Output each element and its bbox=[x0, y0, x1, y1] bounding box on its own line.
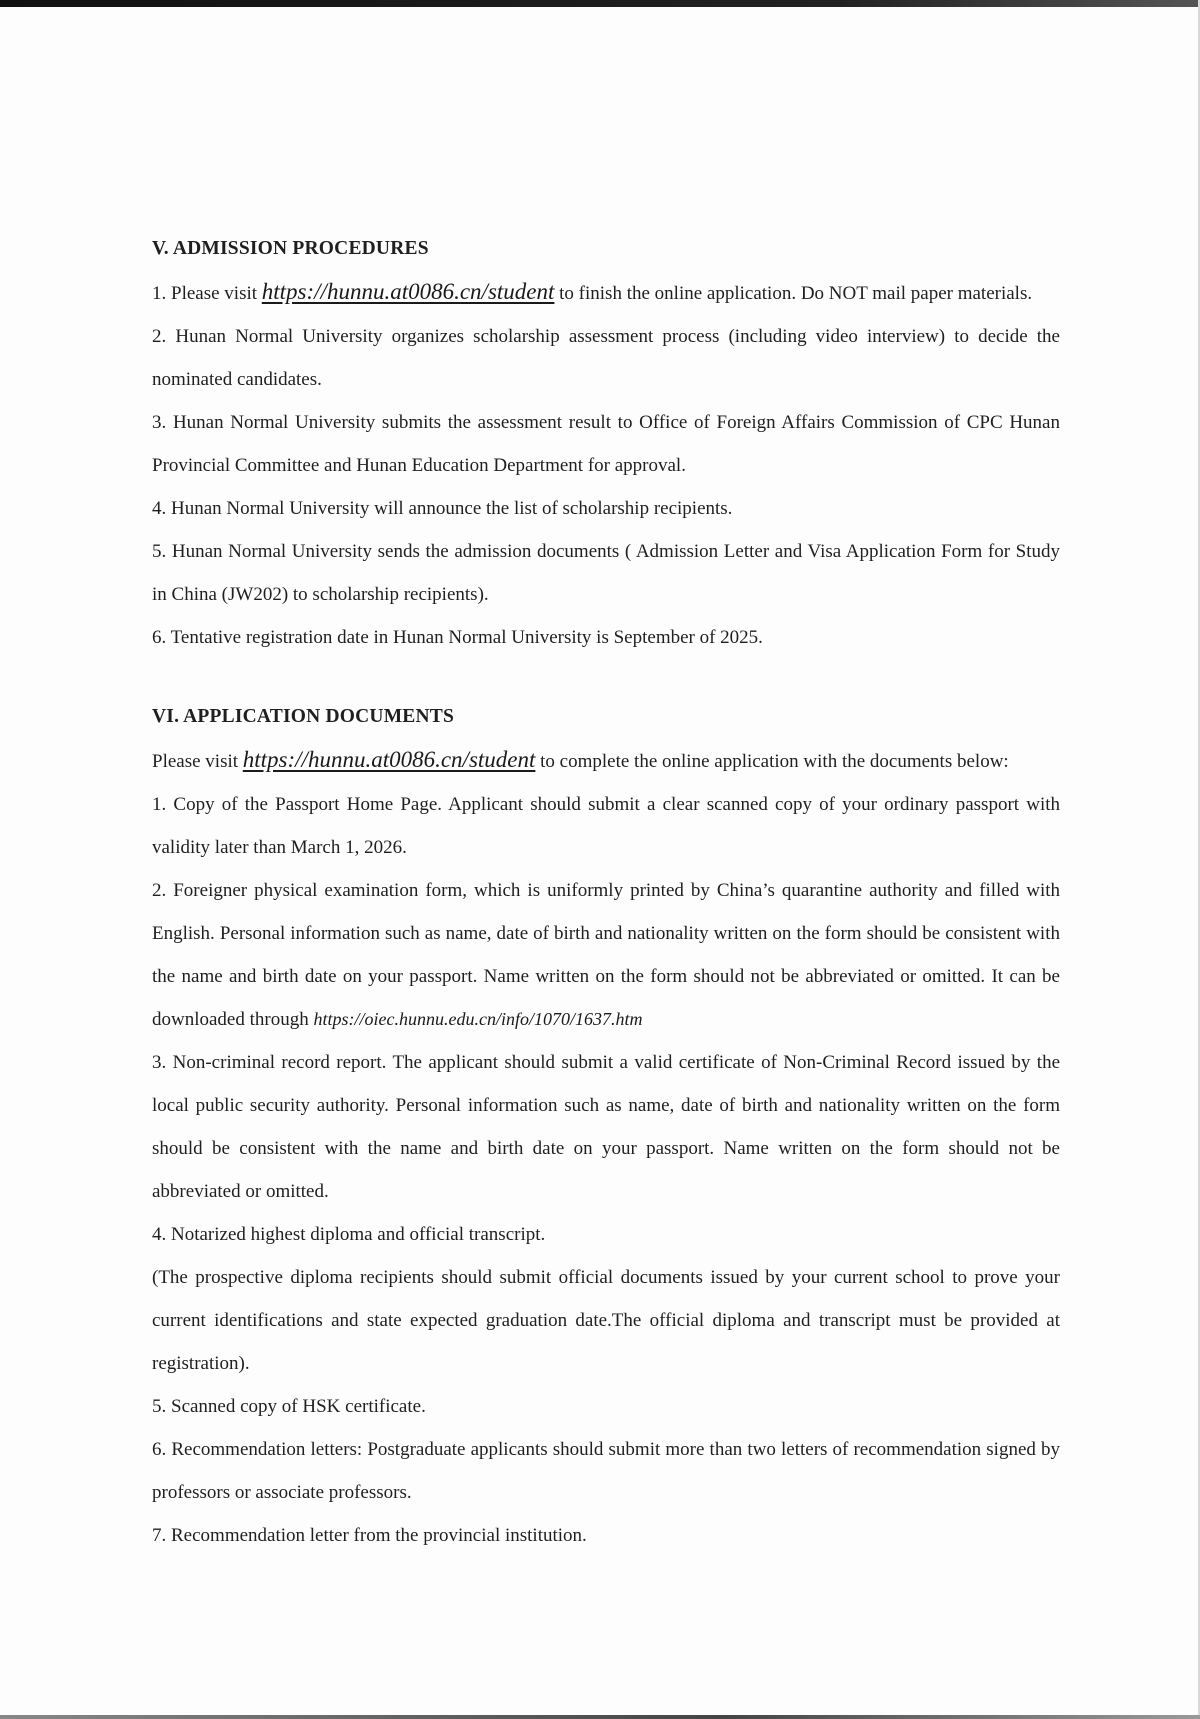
list-item-note: (The prospective diploma recipients should submit official documents issued by your current school to prove your current identifications and state expected graduation date.The official diploma and transcript must be provided at registration). bbox=[152, 1267, 1060, 1374]
list-item: 1. Copy of the Passport Home Page. Applicant should submit a clear scanned copy of your ordinary passport with validity later than March 1, 2026. bbox=[152, 794, 1060, 858]
list-item: 4. Hunan Normal University will announce the list of scholarship recipients. bbox=[152, 498, 733, 519]
list-item bbox=[152, 270, 1060, 315]
list-item: 6. Tentative registration date in Hunan Normal University is September of 2025. bbox=[152, 627, 763, 648]
intro-paragraph bbox=[152, 738, 1060, 783]
document-page bbox=[152, 227, 1060, 1557]
list-item: 5. Scanned copy of HSK certificate. bbox=[152, 1396, 426, 1417]
list-item: 3. Non-criminal record report. The applicant should submit a valid certificate of Non-Criminal Record issued by the local public security authority. Personal information such as name, date of birth and nationality written on the form should be consistent with the name and birth date on your passport. Name written on the form should not be abbreviated or omitted. bbox=[152, 1052, 1060, 1202]
application-link[interactable]: https://hunnu.at0086.cn/student bbox=[261, 279, 555, 304]
item-text: Please visit bbox=[152, 751, 243, 772]
item-text: 2. Foreigner physical examination form, which is uniformly printed by China’s quarantine authority and filled with English. Personal information such as name, date of birth and nationality written on the form should be consistent with the name and birth date on your passport. Name written on the form should not be abbreviated or omitted. It can be downloaded through bbox=[152, 880, 1060, 1030]
application-link[interactable]: https://hunnu.at0086.cn/student bbox=[242, 747, 536, 772]
item-text: to finish the online application. Do NOT mail paper materials. bbox=[554, 283, 1033, 304]
scan-top-edge bbox=[0, 0, 1200, 7]
list-item: 2. Hunan Normal University organizes scholarship assessment process (including video interview) to decide the nominated candidates. bbox=[152, 326, 1060, 390]
list-item: 3. Hunan Normal University submits the assessment result to Office of Foreign Affairs Commission of CPC Hunan Provincial Committee and Hunan Education Department for approval. bbox=[152, 412, 1060, 476]
list-item: 6. Recommendation letters: Postgraduate applicants should submit more than two letters of recommendation signed by professors or associate professors. bbox=[152, 1439, 1060, 1503]
section-title: V. ADMISSION PROCEDURES bbox=[152, 238, 429, 259]
section-admission-procedures bbox=[152, 227, 1060, 659]
item-text: 1. Please visit bbox=[152, 283, 262, 304]
list-item bbox=[152, 869, 1060, 1041]
item-text: to complete the online application with the documents below: bbox=[535, 751, 1009, 772]
list-item: 7. Recommendation letter from the provincial institution. bbox=[152, 1525, 587, 1546]
section-title: VI. APPLICATION DOCUMENTS bbox=[152, 706, 455, 727]
scan-bottom-edge bbox=[0, 1715, 1200, 1719]
download-link[interactable]: https://oiec.hunnu.edu.cn/info/1070/1637.htm bbox=[313, 1009, 643, 1029]
list-item: 5. Hunan Normal University sends the admission documents ( Admission Letter and Visa Application Form for Study in China (JW202) to scholarship recipients). bbox=[152, 541, 1060, 605]
section-application-documents bbox=[152, 695, 1060, 1557]
list-item: 4. Notarized highest diploma and official transcript. bbox=[152, 1224, 546, 1245]
